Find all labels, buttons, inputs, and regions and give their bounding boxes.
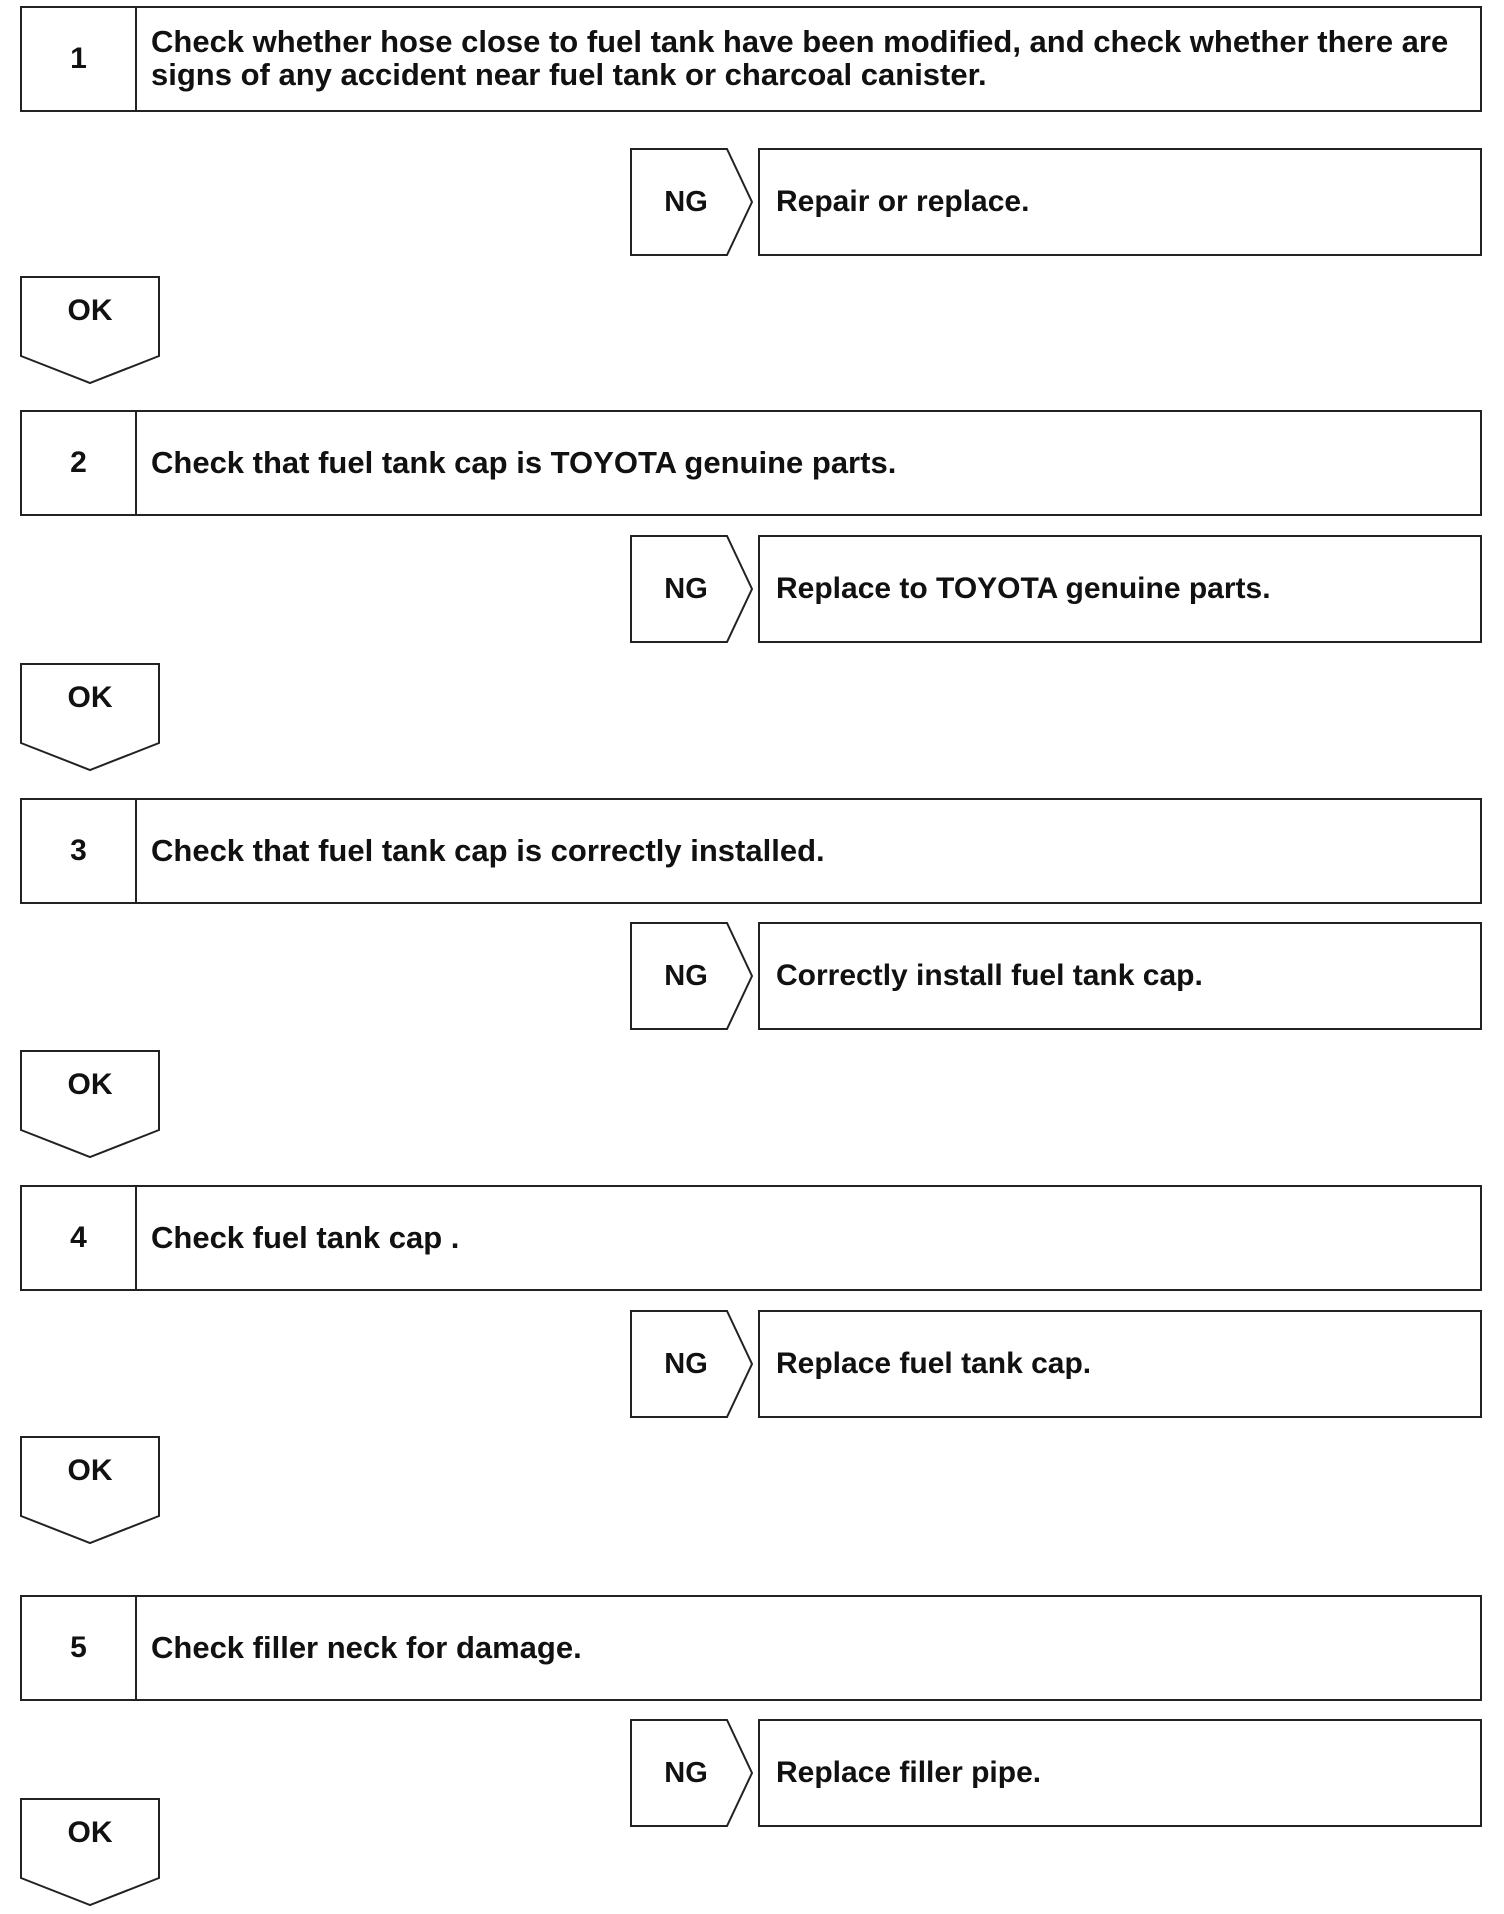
- ok-arrow-shape: [20, 1050, 160, 1160]
- step-3-ng-action: Correctly install fuel tank cap.: [758, 922, 1482, 1030]
- step-4-number: 4: [22, 1187, 137, 1289]
- ok-arrow-shape: [20, 1798, 160, 1908]
- step-5-ng-tag: [630, 1719, 755, 1827]
- step-5-text: Check filler neck for damage.: [151, 1629, 582, 1665]
- step-1-ok-tag: [20, 276, 160, 386]
- step-2-ng-action: Replace to TOYOTA genuine parts.: [758, 535, 1482, 643]
- step-3-box: [20, 798, 1482, 904]
- step-5-box: [20, 1595, 1482, 1701]
- step-4-box: [20, 1185, 1482, 1291]
- ok-arrow-shape: [20, 663, 160, 773]
- step-2-ok-tag: [20, 663, 160, 773]
- step-1-number: 1: [22, 8, 137, 110]
- step-3-ok-tag: [20, 1050, 160, 1160]
- ok-arrow-shape: [20, 1436, 160, 1546]
- step-5-ng-action: Replace filler pipe.: [758, 1719, 1482, 1827]
- step-3-number: 3: [22, 800, 137, 902]
- step-3-ng-label: NG: [664, 959, 708, 992]
- step-4-ok-tag: [20, 1436, 160, 1546]
- step-1-ng-label: NG: [664, 185, 708, 218]
- step-1-box: [20, 6, 1482, 112]
- step-1-ng-action: Repair or replace.: [758, 148, 1482, 256]
- step-5-ok-label: OK: [67, 1816, 113, 1849]
- step-2-number: 2: [22, 412, 137, 514]
- step-5-ng-label: NG: [664, 1756, 708, 1789]
- step-4-ng-tag: [630, 1310, 755, 1418]
- step-3-ng-tag: [630, 922, 755, 1030]
- ok-arrow-shape: [20, 276, 160, 386]
- step-4-ok-label: OK: [67, 1454, 113, 1487]
- step-2-box: [20, 410, 1482, 516]
- step-4-text: Check fuel tank cap .: [151, 1219, 460, 1255]
- step-5-number: 5: [22, 1597, 137, 1699]
- step-1-text: Check whether hose close to fuel tank have been modified, and check whether there are signs of any accident near fuel tank or charcoal canister.: [151, 24, 1449, 92]
- step-2-text: Check that fuel tank cap is TOYOTA genuine parts.: [151, 444, 897, 480]
- step-3-text: Check that fuel tank cap is correctly installed.: [151, 832, 825, 868]
- step-2-ng-label: NG: [664, 572, 708, 605]
- step-1-ok-label: OK: [67, 294, 113, 327]
- step-5-ok-tag: [20, 1798, 160, 1908]
- step-1-ng-tag: [630, 148, 755, 256]
- step-2-ng-tag: [630, 535, 755, 643]
- step-2-ok-label: OK: [67, 681, 113, 714]
- step-3-ok-label: OK: [67, 1068, 113, 1101]
- step-4-ng-action: Replace fuel tank cap.: [758, 1310, 1482, 1418]
- step-4-ng-label: NG: [664, 1347, 708, 1380]
